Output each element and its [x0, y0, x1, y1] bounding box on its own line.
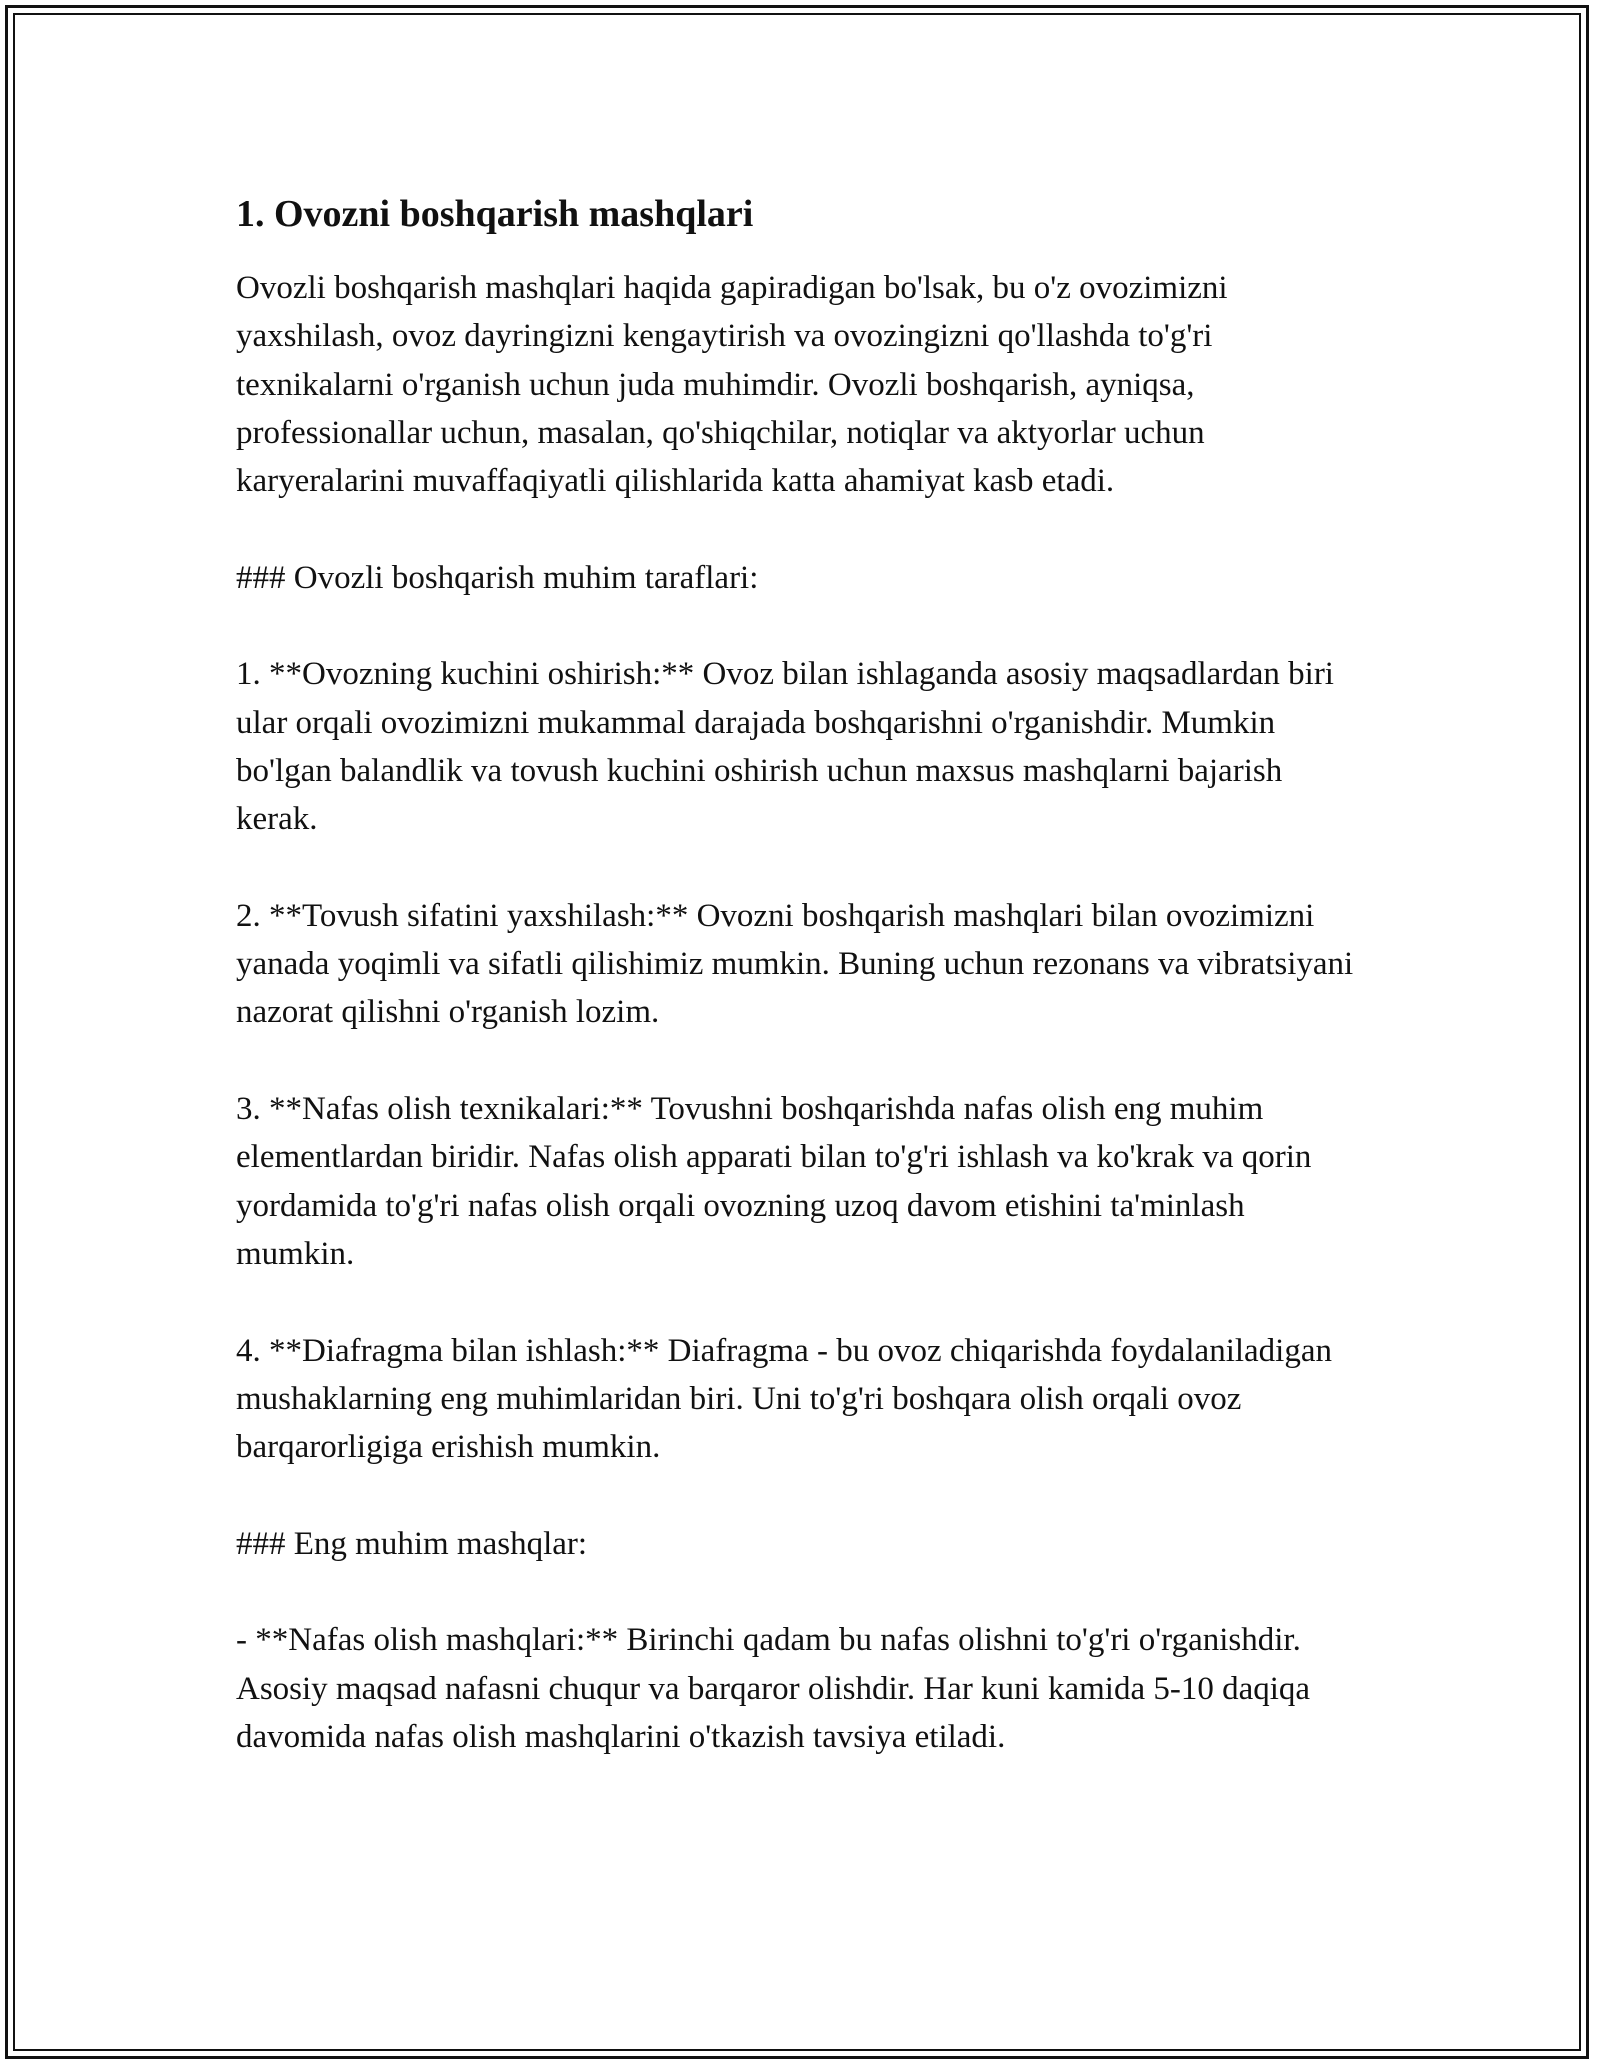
- list-item-breathing-exercises: - **Nafas olish mashqlari:** Birinchi qadam bu nafas olishni to'g'ri o'rganishdir. Asosiy maqsad nafasni chuqur va barqaror olishdir. Har kuni kamida 5-10 daqiqa davomida nafas olish mashqlarini o'tkazish tavsiya etiladi.: [236, 1622, 1311, 1755]
- list-item-diaphragm: 4. **Diafragma bilan ishlash:** Diafragma - bu ovoz chiqarishda foydalaniladigan mushaklarning eng muhimlaridan biri. Uni to'g'ri boshqara olish orqali ovoz barqarorligiga erishish mumkin.: [236, 1332, 1332, 1466]
- list-item-voice-power: 1. **Ovozning kuchini oshirish:** Ovoz bilan ishlaganda asosiy maqsadlardan biri ular orqali ovozimizni mukammal darajada boshqarishni o'rganishdir. Mumkin bo'lgan balandlik va tovush kuchini oshirish uchun maxsus mashqlarni bajarish kerak.: [236, 656, 1334, 838]
- list-item-breathing-techniques: 3. **Nafas olish texnikalari:** Tovushni boshqarishda nafas olish eng muhim elementlardan biridir. Nafas olish apparati bilan to'g'ri ishlash va ko'krak va qorin yordamida to'g'ri nafas olish orqali ovozning uzoq davom etishini ta'minlash mumkin.: [236, 1091, 1312, 1272]
- list-item-sound-quality: 2. **Tovush sifatini yaxshilash:** Ovozni boshqarish mashqlari bilan ovozimizni yanada yoqimli va sifatli qilishimiz mumkin. Buning uchun rezonans va vibratsiyani nazorat qilishni o'rganish lozim.: [236, 897, 1354, 1031]
- document-body: [236, 190, 1366, 1761]
- section-heading-aspects: ### Ovozli boshqarish muhim taraflari:: [236, 559, 759, 596]
- intro-paragraph: Ovozli boshqarish mashqlari haqida gapiradigan bo'lsak, bu o'z ovozimizni yaxshilash, ovoz dayringizni kengaytirish va ovozingizni qo'llashda to'g'ri texnikalarni o'rganish uchun juda muhimdir. Ovozli boshqarish, ayniqsa, professionallar uchun, masalan, qo'shiqchilar, notiqlar va aktyorlar uchun karyeralarini muvaffaqiyatli qilishlarida katta ahamiyat kasb etadi.: [236, 270, 1228, 500]
- section-heading-exercises: ### Eng muhim mashqlar:: [236, 1525, 588, 1562]
- document-title: 1. Ovozni boshqarish mashqlari: [236, 193, 754, 235]
